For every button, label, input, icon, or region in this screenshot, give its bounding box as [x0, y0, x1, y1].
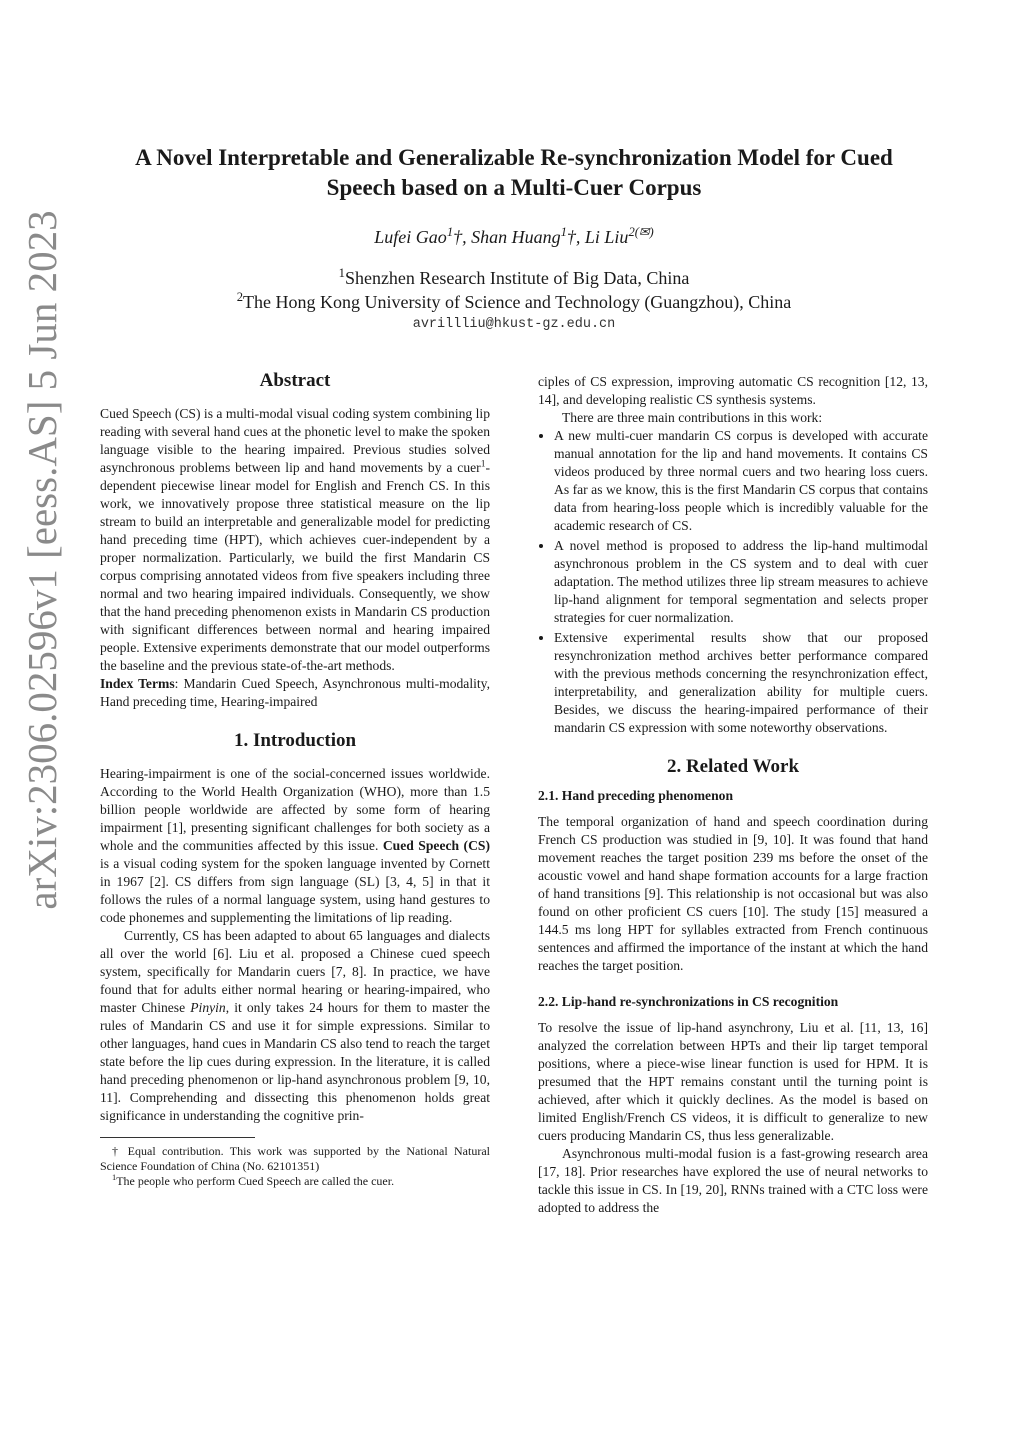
related-work-heading: 2. Related Work [666, 756, 800, 777]
contribution-item: • A new multi-cuer mandarin CS corpus is developed with accurate manual annotation for the lip and hand movements. It contains CS videos produced by three normal cuers and two hearing loss cuers. As far as we know, this is the first Mandarin CS corpus that contains data from hearing-loss people which is incredibly valuable for the academic research of CS. [554, 427, 928, 535]
equal-contribution-mark: †, [453, 227, 472, 247]
contact-email: avrillliu@hkust-gz.edu.cn [412, 317, 616, 332]
author-list [100, 225, 928, 249]
footnote-separator [100, 1137, 255, 1138]
affiliation-text: Shenzhen Research Institute of Big Data, China [344, 268, 690, 288]
affiliation-number: 1 [338, 266, 345, 280]
subsection-2-2-paragraph-1: To resolve the issue of lip-hand asynchrony, Liu et al. [11, 13, 16] analyzed the correlation between HPTs and their lip target temporal positions, where a piece-wise linear function is used for HPM. It is presumed that the HPT remains constant until the turning point is achieved, after which it quickly declines. As the model is based on limited English/French CS videos, it is difficult to generalize to new cuers producing Mandarin CS, thus less generalizable. [538, 1020, 928, 1143]
affiliation-text: The Hong Kong University of Science and Technology (Guangzhou), China [243, 292, 792, 312]
author-name: Shan Huang [471, 227, 561, 247]
subsection-2-1-text: The temporal organization of hand and speech coordination during French CS production was studied in [9, 10]. It was found that hand movement reaches the target position 239 ms before the onset of the acoustic vowel and hand shape formation accounts for a large fraction of hand transitions [9]. This relationship is not occasional but was also found on other proficient CS cuers [10]. The study [15] measured a 144.5 ms long HPT for syllables extracted from French continuous sentences and affirmed the importance of the instant at which the hand reaches the target position. [538, 814, 928, 973]
contributions-list [538, 427, 928, 737]
paper-title: A Novel Interpretable and Generalizable Re-synchronization Model for Cued Speech based on a Multi-Cuer Corpus [135, 145, 893, 200]
corresponding-marker: 2(✉) [628, 225, 654, 239]
affiliation-2 [100, 290, 928, 314]
footnote-marker: 1 [480, 459, 486, 470]
intro-paragraph-2: Currently, CS has been adapted to about 65 languages and dialects all over the world [6]. Liu et al. proposed a Chinese cued speech system, specifically for Mandarin cuers [7, 8]. In practice, we have found that for adults either normal hearing or hearing-impaired, who master Chinese Pinyin, it only takes 24 hours for them to master the rules of Mandarin CS and use it for simple expressions. Similar to other languages, hand cues in Mandarin CS also tend to reach the target state before the lip cues during expression. In the literature, it is called hand preceding phenomenon or lip-hand asynchronous problem [9, 10, 11]. Comprehending and dissecting this phenomenon holds great significance in understanding the cognitive prin- [100, 928, 490, 1123]
contribution-item: • Extensive experimental results show that our proposed resynchronization method archives better performance compared with the previous methods concerning the resynchronization effect, interpretability, and generalization ability for multiple cuers. Besides, we discuss the hearing-impaired performance of their mandarin CS expression with some noteworthy observations. [554, 629, 928, 737]
footnote-funding: † Equal contribution. This work was supported by the National Natural Science Foundation of China (No. 62101351) [100, 1144, 490, 1173]
intro-continuation: ciples of CS expression, improving automatic CS recognition [12, 13, 14], and developing realistic CS synthesis systems. [538, 374, 928, 407]
affiliation-number: 2 [236, 290, 243, 304]
intro-paragraph-1: Hearing-impairment is one of the social-concerned issues worldwide. According to the World Health Organization (WHO), more than 1.5 billion people worldwide are affected by some form of hearing impairment [1], presenting significant challenges for both society as a whole and the communities affected by this issue. Cued Speech (CS) is a visual coding system for the spoken language invented by Cornett in 1967 [2]. CS differs from sign language (SL) [3, 4, 5] in that it follows the rules of a normal language system, using hand gestures to code phonemes and supplementing the limitations of lip reading. [100, 766, 490, 925]
subsection-2-2-heading: 2.2. Lip-hand re-synchronizations in CS recognition [538, 994, 839, 1009]
affiliation-marker: 1 [446, 225, 454, 239]
author-name: Lufei Gao [374, 227, 447, 247]
subsection-2-2-paragraph-2: Asynchronous multi-modal fusion is a fast-growing research area [17, 18]. Prior researches have explored the use of neural networks to tackle this issue in CS. In [19, 20], RNNs trained with a CTC loss were adopted to address the [538, 1146, 928, 1215]
footnote-cuer: $^1$The people who perform Cued Speech are called the cuer. [112, 1173, 395, 1188]
abstract-text: Cued Speech (CS) is a multi-modal visual coding system combining lip reading with several hand cues at the phonetic level to make the spoken language visible to the hearing impaired. Previous studies solved asynchronous problems between lip and hand movements by a cuer$^1$-dependent piecewise linear model for English and French CS. In this work, we innovatively propose three statistical measure on the lip stream to build an interpretable and generalizable model for predicting hand preceding time (HPT), which achieves cuer-independent by a proper normalization. Particularly, we build the first Mandarin CS corpus comprising annotated videos from five speakers including three normal and two hearing impaired individuals. Consequently, we show that the hand preceding phenomenon exists in Mandarin CS production with significant differences between normal and hearing impaired people. Extensive experiments demonstrate that our model outperforms the baseline and the previous state-of-the-art methods. [100, 406, 490, 673]
introduction-heading: 1. Introduction [233, 730, 357, 751]
footnotes [100, 1144, 490, 1189]
subsection-2-1-heading: 2.1. Hand preceding phenomenon [538, 788, 734, 803]
affiliation-marker: 1 [560, 225, 567, 239]
contribution-item: • A novel method is proposed to address the lip-hand multimodal asynchronous problem in the CS system and to deal with cuer adaptation. The method utilizes three lip stream measures to achieve lip-hand alignment for temporal segmentation and selects proper strategies for cuer normalization. [554, 537, 928, 627]
affiliation-1 [100, 266, 928, 290]
abstract-heading: Abstract [259, 370, 331, 391]
contributions-intro: There are three main contributions in this work: [562, 410, 823, 425]
index-terms: Index Terms: Mandarin Cued Speech, Asynchronous multi-modality, Hand preceding time, Hearing-impaired [100, 676, 490, 709]
arxiv-identifier: arXiv:2306.02596v1 [eess.AS] 5 Jun 2023 [19, 210, 65, 910]
left-column [100, 369, 490, 1189]
index-terms-label: Index Terms [100, 676, 175, 691]
cued-speech-term: Cued Speech (CS) [382, 838, 490, 853]
author-name: Li Liu [584, 227, 629, 247]
pinyin-term: Pinyin [190, 1000, 226, 1015]
right-column [538, 373, 928, 1217]
equal-contribution-mark: †, [566, 227, 585, 247]
